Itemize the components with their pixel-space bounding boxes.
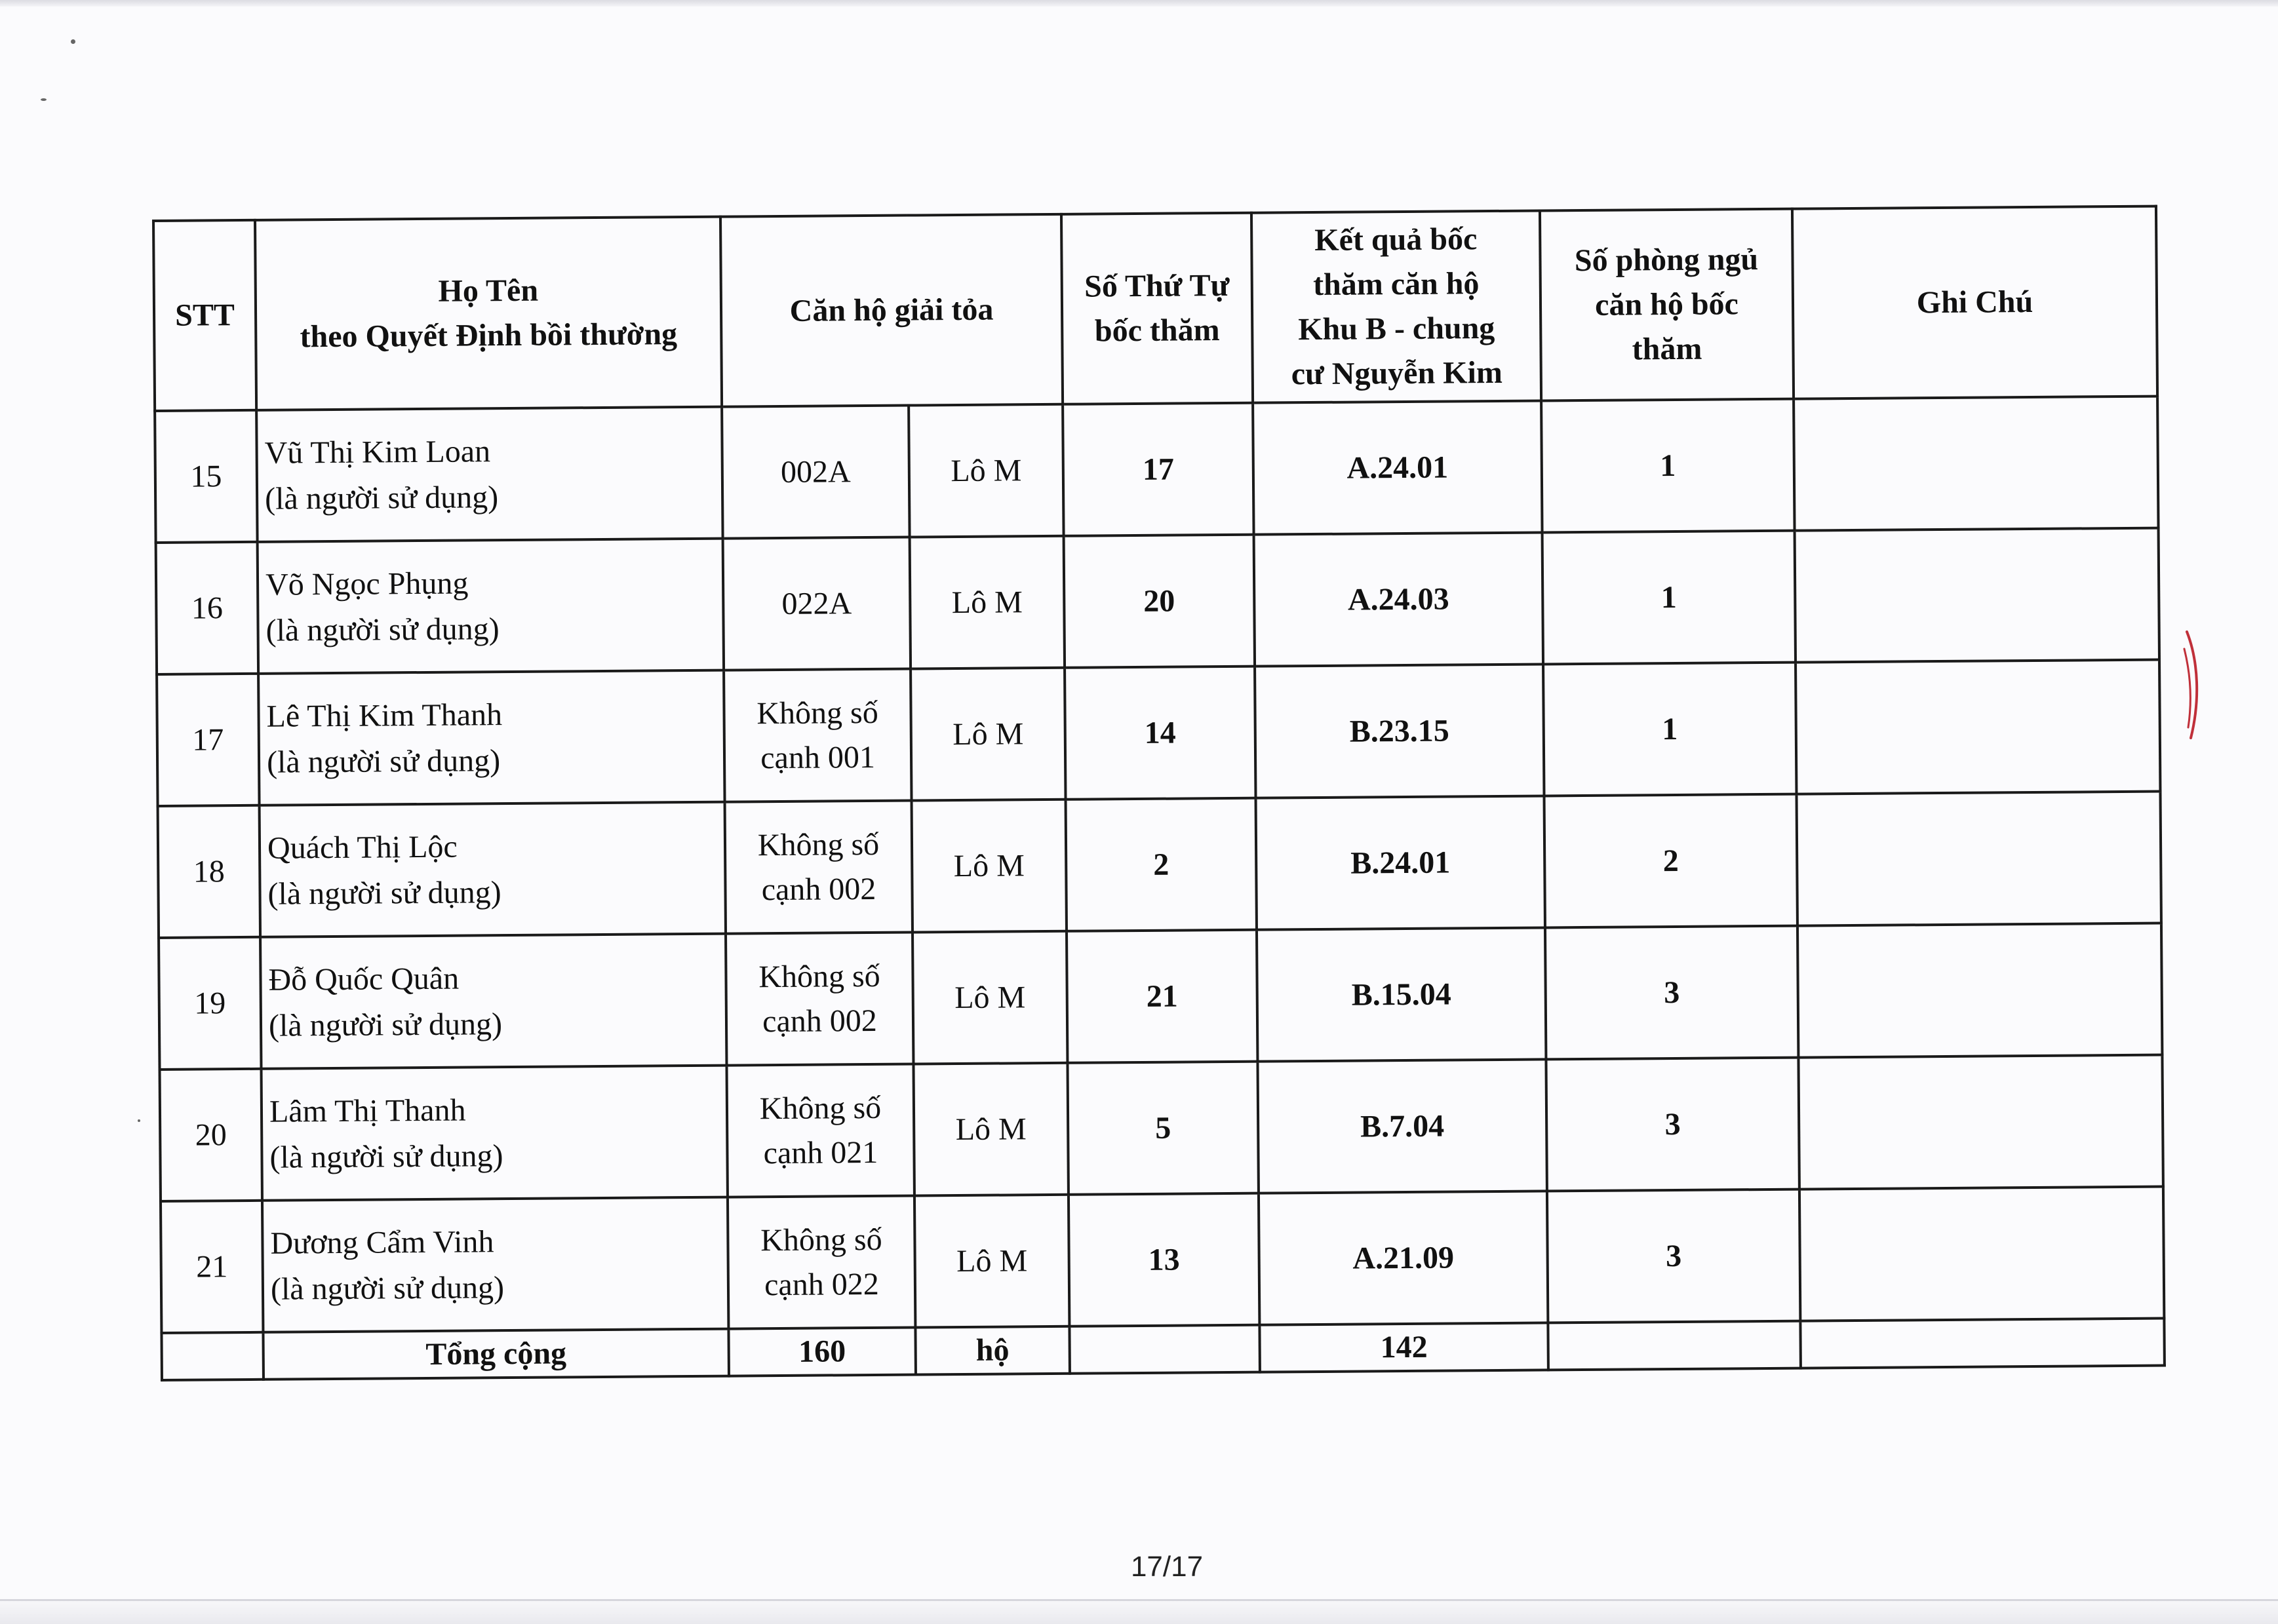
cell-note: [1797, 923, 2162, 1058]
cell-result: A.24.03: [1254, 532, 1543, 666]
cell-bedrooms: 2: [1544, 794, 1797, 928]
cell-name: Lâm Thị Thanh (là người sử dụng): [262, 1066, 728, 1201]
cell-order: 21: [1067, 930, 1257, 1063]
cell-order: 20: [1064, 535, 1255, 668]
cell-total-bedrooms: [1548, 1321, 1801, 1370]
cell-order: 14: [1065, 667, 1255, 800]
cell-unit-number: 022A: [723, 537, 911, 670]
cell-lot: Lô M: [911, 668, 1065, 801]
header-bedrooms: Số phòng ngủ căn hộ bốc thăm: [1540, 209, 1794, 401]
total-label: Tổng cộng: [263, 1329, 729, 1380]
header-order: Số Thứ Tự bốc thăm: [1061, 213, 1253, 404]
cell-unit-number: Không số cạnh 002: [725, 801, 913, 934]
cell-stt: 15: [155, 410, 257, 543]
table-header-row: [153, 206, 2157, 411]
cell-result: B.24.01: [1256, 796, 1545, 929]
cell-order: 17: [1063, 403, 1253, 536]
cell-lot: Lô M: [910, 536, 1065, 669]
cell-note: [1796, 792, 2161, 926]
table-row: [158, 792, 2161, 938]
cell-name: Võ Ngọc Phụng (là người sử dụng): [258, 539, 724, 674]
scan-speck: [138, 1119, 140, 1122]
header-result: Kết quả bốc thăm căn hộ Khu B - chung cư Nguyễn Kim: [1251, 210, 1541, 402]
scan-speck: [41, 98, 47, 101]
cell-result: A.24.01: [1253, 400, 1542, 534]
cell-result: B.7.04: [1257, 1059, 1546, 1193]
cell-bedrooms: 3: [1545, 926, 1798, 1060]
cell-result: B.15.04: [1257, 927, 1546, 1061]
cell-unit-number: 002A: [722, 406, 909, 539]
header-unit: Căn hộ giải tỏa: [720, 214, 1063, 407]
cell-bedrooms: 1: [1542, 531, 1796, 665]
cell-bedrooms: 1: [1541, 399, 1794, 533]
cell-result: B.23.15: [1255, 664, 1544, 798]
table-row: [160, 1055, 2163, 1201]
cell-note: [1796, 660, 2160, 794]
table-row: [155, 396, 2158, 543]
cell-stt: 21: [161, 1201, 263, 1333]
cell-stt: 20: [160, 1069, 262, 1201]
cell-stt: 17: [157, 674, 259, 806]
lottery-results-table-wrap: [152, 205, 2166, 1382]
table-row: [161, 1187, 2164, 1333]
cell-bedrooms: 3: [1546, 1058, 1799, 1191]
cell-note: [1794, 396, 2158, 531]
cell-lot: Lô M: [913, 931, 1067, 1064]
cell-order: 5: [1067, 1062, 1258, 1195]
cell-unit-number: Không số cạnh 002: [726, 933, 913, 1066]
cell-name: Đỗ Quốc Quân (là người sử dụng): [260, 934, 726, 1069]
cell-lot: Lô M: [914, 1195, 1069, 1328]
cell-stt: 16: [156, 542, 258, 674]
cell-stt: 19: [159, 937, 261, 1070]
red-pen-mark: [2183, 629, 2203, 741]
cell-name: Lê Thị Kim Thanh (là người sử dụng): [258, 670, 724, 805]
cell-bedrooms: 1: [1543, 663, 1796, 796]
cell-unit-number: Không số cạnh 021: [726, 1064, 914, 1197]
total-households: 160: [728, 1328, 916, 1376]
cell-name: Quách Thị Lộc (là người sử dụng): [260, 802, 726, 937]
cell-result: A.21.09: [1259, 1191, 1548, 1324]
scan-edge-bottom: [0, 1599, 2278, 1624]
scan-speck: [71, 39, 75, 44]
cell-total-stt: [161, 1332, 264, 1380]
cell-note: [1798, 1055, 2163, 1189]
cell-total-order: [1069, 1325, 1260, 1374]
cell-unit-number: Không số cạnh 022: [728, 1196, 915, 1329]
cell-lot: Lô M: [912, 800, 1067, 933]
cell-note: [1795, 528, 2159, 663]
cell-name: Vũ Thị Kim Loan (là người sử dụng): [256, 407, 722, 542]
total-results: 142: [1259, 1323, 1548, 1372]
cell-unit-number: Không số cạnh 001: [724, 669, 911, 802]
table-row: [159, 923, 2162, 1070]
table-row: [156, 528, 2159, 674]
cell-name: Dương Cẩm Vinh (là người sử dụng): [262, 1197, 728, 1332]
page-number: 17/17: [1130, 1551, 1204, 1583]
header-note: Ghi Chú: [1792, 206, 2157, 399]
lottery-results-table: [152, 205, 2166, 1382]
cell-lot: Lô M: [909, 404, 1063, 537]
cell-note: [1799, 1187, 2164, 1321]
cell-order: 2: [1066, 798, 1257, 931]
cell-stt: 18: [158, 805, 260, 938]
header-name: Họ Tên theo Quyết Định bồi thường: [255, 217, 722, 410]
table-row: [157, 660, 2160, 806]
cell-bedrooms: 3: [1547, 1189, 1800, 1323]
header-stt: STT: [153, 220, 256, 411]
cell-order: 13: [1069, 1193, 1259, 1326]
scan-edge-top: [0, 0, 2278, 7]
cell-total-note: [1800, 1319, 2165, 1368]
cell-lot: Lô M: [913, 1063, 1068, 1196]
total-unit-word: hộ: [915, 1326, 1070, 1375]
